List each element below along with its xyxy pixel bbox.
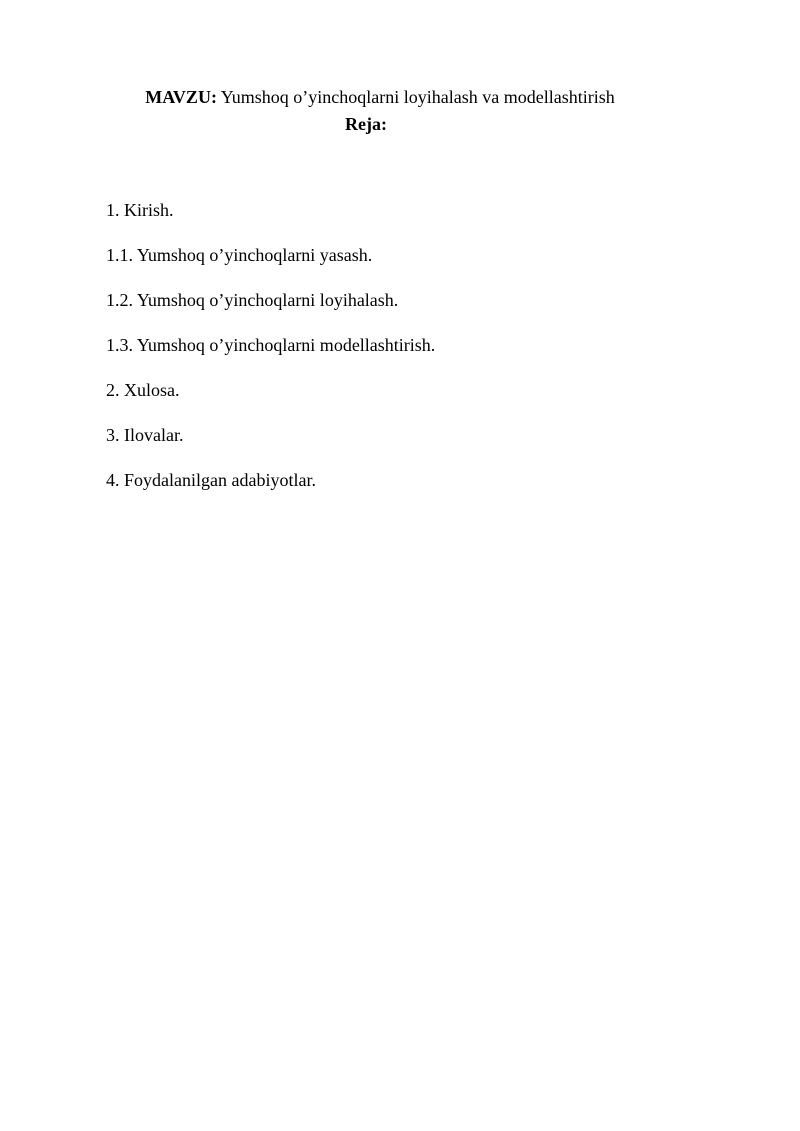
plan-heading: Reja: [345,114,387,134]
plan-item: 3. Ilovalar. [106,425,184,445]
plan-item: 2. Xulosa. [106,380,180,400]
plan-item: 1.3. Yumshoq o’yinchoqlarni modellashtirish. [106,335,436,355]
title-label: MAVZU: [145,87,217,107]
plan-list [106,198,435,513]
document-title [0,85,760,109]
plan-item: 1.2. Yumshoq o’yinchoqlarni loyihalash. [106,290,399,310]
title-text: Yumshoq o’yinchoqlarni loyihalash va modellashtirish [216,87,615,107]
plan-item: 1.1. Yumshoq o’yinchoqlarni yasash. [106,245,373,265]
plan-item: 4. Foydalanilgan adabiyotlar. [106,470,316,490]
plan-item: 1. Kirish. [106,200,174,220]
